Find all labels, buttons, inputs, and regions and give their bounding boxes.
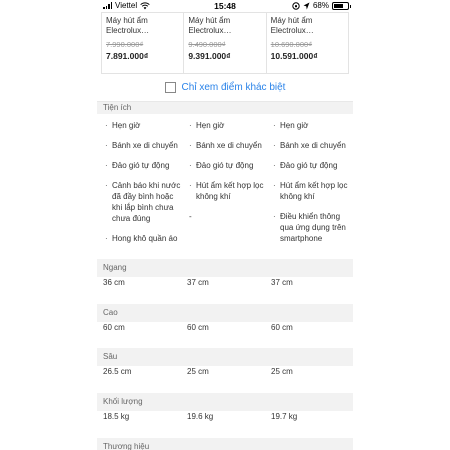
spec-label-brand: Thương hiệu	[97, 438, 353, 450]
utility-item: · Điều khiển thông qua ứng dụng trên smartphone	[271, 211, 351, 244]
spec-value: 19.6 kg	[187, 412, 214, 421]
spec-value: 60 cm	[103, 323, 125, 332]
utility-item: · Đảo gió tự động	[103, 160, 181, 171]
product-old-price: 10.690.000₫	[270, 40, 313, 49]
product-price: 7.891.000₫	[106, 51, 149, 61]
utility-item: · Bánh xe di chuyển	[271, 140, 351, 151]
utility-item: · Hẹn giờ	[103, 120, 181, 131]
product-old-price: 7.990.000₫	[106, 40, 144, 49]
utility-item: · Đảo gió tự động	[187, 160, 265, 171]
utilities-column-1	[103, 120, 181, 253]
location-icon	[303, 2, 310, 10]
compare-products-header	[101, 12, 349, 74]
spec-value: 37 cm	[271, 278, 293, 287]
spec-value: 25 cm	[271, 367, 293, 376]
carrier-name: Viettel	[115, 1, 138, 10]
utility-item: · Cảnh báo khi nước đã đầy bình hoặc khi lắp bình chưa chưa đúng	[103, 180, 181, 224]
spec-label-height: Cao	[97, 304, 353, 322]
spec-value: 36 cm	[103, 278, 125, 287]
spec-table	[97, 101, 353, 450]
utility-item: · Hong khô quần áo	[103, 233, 181, 244]
spec-label-width: Ngang	[97, 259, 353, 277]
spec-value: 25 cm	[187, 367, 209, 376]
battery-percent: 68%	[312, 1, 329, 10]
utilities-column-3	[271, 120, 351, 253]
utility-item: · Đảo gió tự động	[271, 160, 351, 171]
diff-only-checkbox[interactable]	[165, 82, 176, 93]
phone-screen	[97, 0, 353, 450]
spec-value: 60 cm	[187, 323, 209, 332]
utility-item: · Hút ẩm kết hợp lọc không khí	[271, 180, 351, 202]
product-name[interactable]: Máy hút ẩm Electrolux…	[106, 16, 150, 35]
product-card-3[interactable]	[267, 13, 348, 73]
spec-label-weight: Khối lượng	[97, 393, 353, 411]
utilities-column-2	[187, 120, 265, 222]
utility-item: · Bánh xe di chuyển	[187, 140, 265, 151]
product-name[interactable]: Máy hút ẩm Electrolux…	[188, 16, 232, 35]
product-old-price: 9.490.000₫	[188, 40, 226, 49]
diff-only-label[interactable]: Chỉ xem điểm khác biệt	[181, 81, 286, 93]
utility-item: · Bánh xe di chuyển	[103, 140, 181, 151]
product-price: 9.391.000₫	[188, 51, 231, 61]
utility-item: · Hẹn giờ	[271, 120, 351, 131]
spec-value: 37 cm	[187, 278, 209, 287]
spec-value: 26.5 cm	[103, 367, 132, 376]
spec-value: 19.7 kg	[271, 412, 298, 421]
spec-label-utilities: Tiện ích	[97, 102, 353, 114]
spec-label-depth: Sâu	[97, 348, 353, 366]
product-price: 10.591.000₫	[270, 51, 318, 61]
utility-item: · Hút ẩm kết hợp lọc không khí	[187, 180, 265, 202]
utility-item-empty: -	[189, 212, 192, 221]
battery-icon	[332, 2, 349, 10]
diff-only-toggle[interactable]	[97, 77, 353, 97]
status-right	[292, 1, 349, 10]
product-card-1[interactable]	[102, 13, 184, 73]
status-time: 15:48	[214, 1, 236, 11]
status-bar	[97, 0, 353, 12]
product-card-2[interactable]	[184, 13, 266, 73]
utility-item: · Hẹn giờ	[187, 120, 265, 131]
product-name[interactable]: Máy hút ẩm Electrolux…	[270, 16, 314, 35]
spec-value: 60 cm	[271, 323, 293, 332]
orientation-lock-icon	[292, 2, 300, 10]
spec-value: 18.5 kg	[103, 412, 130, 421]
